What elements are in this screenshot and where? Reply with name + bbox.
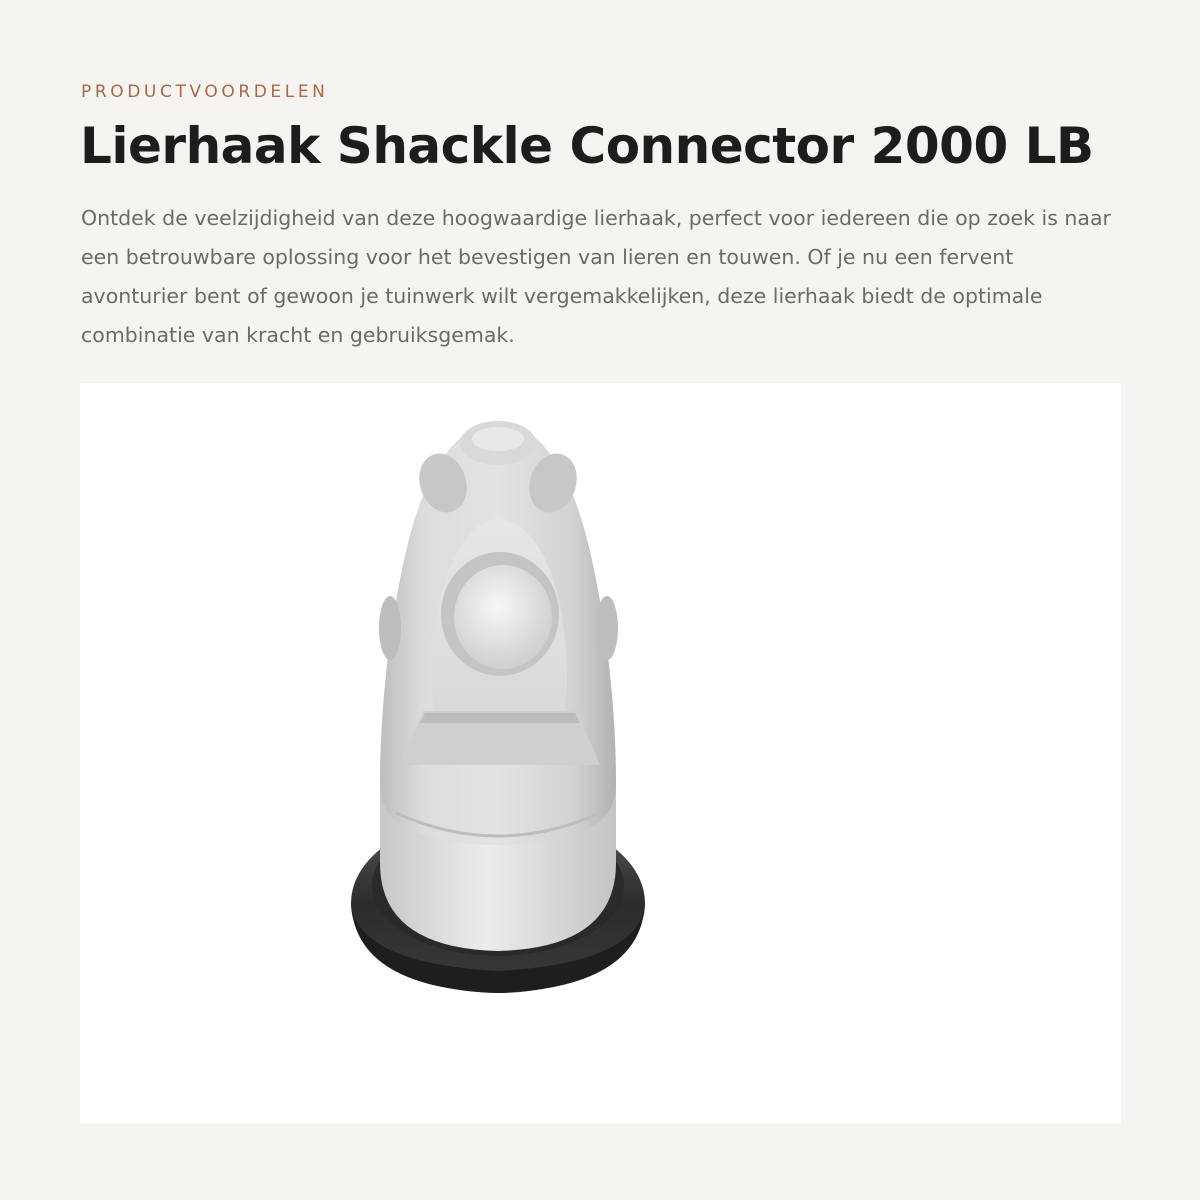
page-title: Lierhaak Shackle Connector 2000 LB [80,117,1094,175]
product-image [80,383,1121,1123]
shackle-connector-illustration [80,383,1121,1123]
product-description: Ontdek de veelzijdigheid van deze hoogwaardige lierhaak, perfect voor iedereen die op zoek is naar een betrouwbare oplossing voor het bevestigen van lieren en touwen. Of je nu een fervent avonturier bent of gewoon je tuinwerk wilt vergemakkelijken, deze lierhaak biedt de optimale combinatie van kracht en gebruiksgemak. [81,206,1111,347]
section-eyebrow: PRODUCTVOORDELEN [81,82,329,102]
